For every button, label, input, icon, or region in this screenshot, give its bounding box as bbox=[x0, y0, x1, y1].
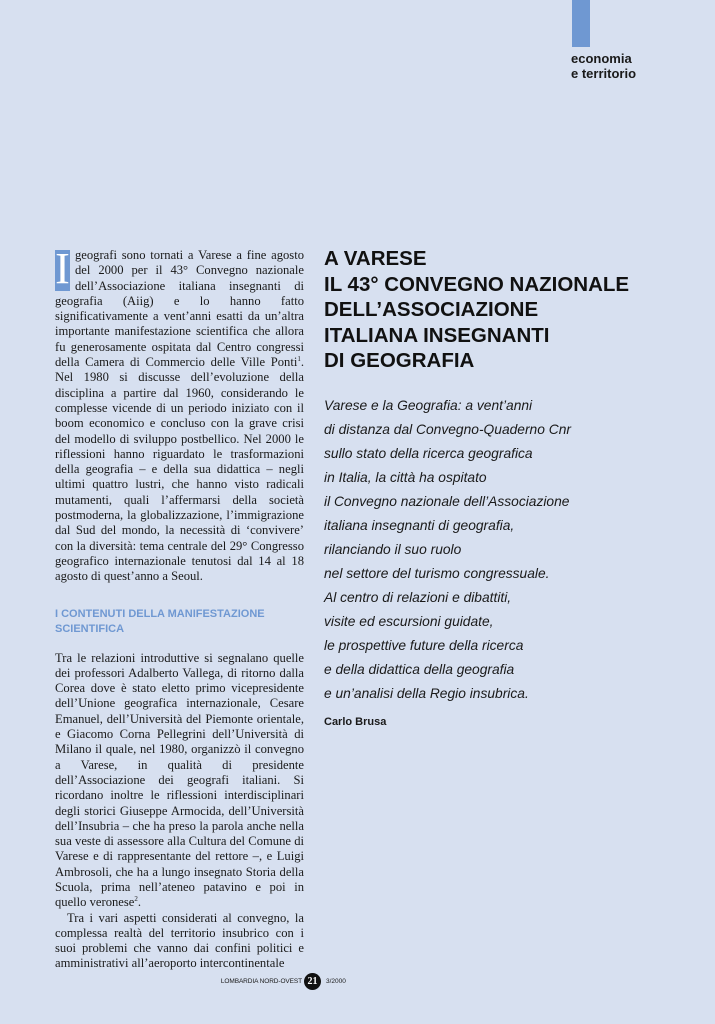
title-line: IL 43° CONVEGNO NAZIONALE bbox=[324, 272, 630, 296]
intro-text-b: . Nel 1980 si discusse dell’evoluzione della disciplina a partire dal 1960, considerando le complesse vicende di un periodo iniziato con il boom economico e concluso con la grave crisi del modello di sviluppo postbellico. Nel 2000 le riflessioni hanno riguardato le trasformazioni della geografia – e della sua didattica – negli ultimi quattro lustri, che hanno visto radicali mutamenti, quali l’affermarsi della società postmoderna, la globalizzazione, l’immigrazione dal Sud del mondo, la necessità di ‘convivere’ con la diversità: tema centrale del 29° Congresso geografico internazionale tenutosi dal 14 al 18 agosto di quest’anno a Seoul. bbox=[55, 355, 304, 584]
intro-text-a: geografi sono tornati a Varese a fine agosto del 2000 per il 43° Convegno nazionale dell’Associazione italiana insegnanti di geografia (Aiig) e lo hanno fatto significativamente a vent’anni esatti da un’altra importante manifestazione scientifica che allora fu generosamente ospitata dal Centro congressi della Camera di Commercio delle Ville Ponti bbox=[55, 248, 304, 370]
title-line: ITALIANA INSEGNANTI bbox=[324, 323, 550, 347]
lead-line: italiana insegnanti di geografia, bbox=[324, 517, 515, 533]
article-lead bbox=[324, 394, 664, 706]
section-tab-marker bbox=[572, 0, 590, 47]
page-footer bbox=[0, 973, 715, 993]
article-title bbox=[324, 246, 664, 374]
section-tag-line-2: e territorio bbox=[571, 66, 637, 81]
section-tag-line-1: economia bbox=[571, 51, 632, 66]
body-paragraph-2: Tra le relazioni introduttive si segnalano quelle dei professori Adalberto Vallega, di ritorno dalla Corea dove è stato eletto primo vicepresidente dell’Unione geografica internazionale, Cesare Emanuel, dell’Università del Piemonte orientale, e Giacomo Corna Pellegrini dell’Università di Milano il quale, nel 1980, organizzò il convegno a Varese, in qualità di presidente dell’Associazione dei geografi italiani. Si ricordano inoltre le riflessioni interdisciplinari degli storici Giuseppe Armocida, dell’Università dell’Insubria – che ha preso la parola anche nella sua veste di assessore alla Cultura del Comune di Varese e di rappresentante del rettore –, e Luigi Ambrosoli, che ha a lungo insegnato Storia della Scuola, prima nell’ateneo patavino e poi in quello veronese$^2$. bbox=[55, 650, 304, 910]
title-line: DI GEOGRAFIA bbox=[324, 349, 475, 372]
intro-paragraph bbox=[55, 244, 304, 585]
lead-line: Varese e la Geografia: a vent’anni bbox=[324, 397, 533, 413]
footnote-ref-1: 1 bbox=[297, 354, 301, 363]
page-number: 21 bbox=[304, 973, 321, 990]
lead-line: e un’analisi della Regio insubrica. bbox=[324, 685, 529, 701]
headline-column bbox=[324, 246, 664, 728]
title-line: A VARESE bbox=[324, 247, 427, 270]
lead-line: Al centro di relazioni e dibattiti, bbox=[324, 589, 512, 605]
lead-line: le prospettive future della ricerca bbox=[324, 637, 524, 653]
lead-line: rilanciando il suo ruolo bbox=[324, 541, 462, 557]
lead-line: e della didattica della geografia bbox=[324, 661, 515, 677]
body-paragraph-3: Tra i vari aspetti considerati al convegno, la complessa realtà del territorio insubrico con i suoi problemi che vanno dai confini politici e amministrativi all’aeroporto intercontinentale bbox=[55, 910, 304, 971]
publication-name: LOMBARDIA NORD-OVEST bbox=[220, 978, 302, 985]
issue-number: 3/2000 bbox=[326, 978, 346, 985]
subheading: I CONTENUTI DELLA MANIFESTAZIONE SCIENTIFICA bbox=[55, 607, 265, 635]
lead-line: visite ed escursioni guidate, bbox=[324, 613, 494, 629]
lead-line: sullo stato della ricerca geografica bbox=[324, 445, 533, 461]
section-tag bbox=[571, 51, 636, 81]
lead-line: in Italia, la città ha ospitato bbox=[324, 469, 487, 485]
lead-line: il Convegno nazionale dell’Associazione bbox=[324, 493, 570, 509]
lead-line: di distanza dal Convegno-Quaderno Cnr bbox=[324, 421, 571, 437]
title-line: DELL’ASSOCIAZIONE bbox=[324, 298, 539, 321]
body-column bbox=[55, 244, 304, 972]
footnote-ref-2: 2 bbox=[134, 895, 138, 904]
lead-line: nel settore del turismo congressuale. bbox=[324, 565, 550, 581]
drop-cap: I bbox=[55, 244, 70, 293]
author-byline: Carlo Brusa bbox=[324, 715, 387, 728]
